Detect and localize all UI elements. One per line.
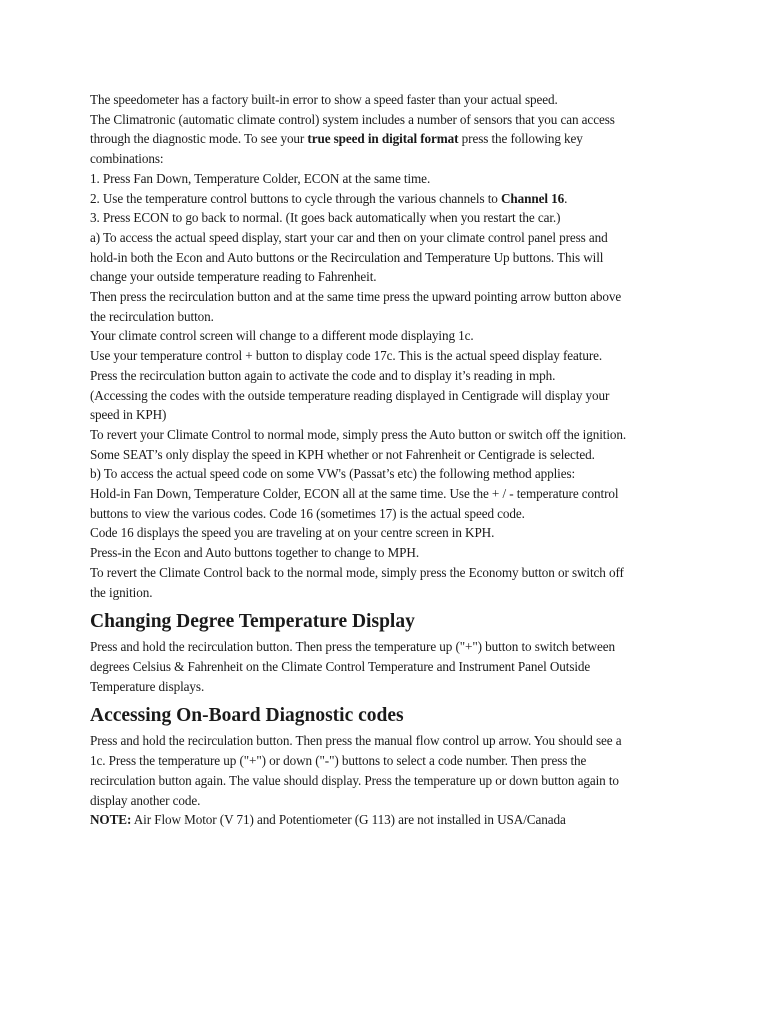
step-1: 1. Press Fan Down, Temperature Colder, ECON at the same time. — [90, 170, 431, 186]
climatronic-paragraph — [90, 110, 630, 169]
diagnostic-codes-heading: Accessing On-Board Diagnostic codes — [90, 705, 404, 727]
step-2-end: . — [564, 190, 568, 206]
step-2 — [90, 189, 630, 209]
method-b-paragraph: b) To access the actual speed code on some VW's (Passat’s etc) the following method applies: — [90, 466, 576, 482]
climatronic-text-end: press the following key combinations: — [90, 131, 583, 167]
method-b-mph-paragraph: Press-in the Econ and Auto buttons together to change to MPH. — [90, 545, 420, 561]
method-a-mode-paragraph: Your climate control screen will change to a different mode displaying 1c. — [90, 328, 474, 344]
temperature-display-heading: Changing Degree Temperature Display — [90, 611, 415, 633]
document-page — [90, 90, 630, 830]
method-a-revert-paragraph: To revert your Climate Control to normal mode, simply press the Auto button or switch off the ignition. — [90, 426, 627, 442]
note-paragraph — [90, 810, 630, 830]
note-text: Air Flow Motor (V 71) and Potentiometer (G 113) are not installed in USA/Canada — [131, 812, 566, 828]
intro-paragraph: The speedometer has a factory built-in error to show a speed faster than your actual speed. — [90, 92, 558, 107]
method-b-revert-paragraph: To revert the Climate Control back to the normal mode, simply press the Economy button or switch off the ignition. — [90, 564, 624, 600]
true-speed-bold: true speed in digital format — [307, 131, 459, 147]
method-b-code16-paragraph: Code 16 displays the speed you are traveling at on your centre screen in KPH. — [90, 525, 495, 541]
method-a-recirc-paragraph: Then press the recirculation button and at the same time press the upward pointing arrow button above the recirculation button. — [90, 289, 622, 324]
diagnostic-codes-paragraph: Press and hold the recirculation button. Then press the manual flow control up arrow. You should see a 1c. Press the temperature up ("+") or down ("-") buttons to select a code number. Then press the recirculation button again. The value should display. Press the temperature up or down button again to display another code. — [90, 733, 622, 808]
step-2-text: 2. Use the temperature control buttons to cycle through the various channels to — [90, 190, 501, 206]
method-a-code-paragraph: Use your temperature control + button to display code 17c. This is the actual speed display feature. — [90, 348, 603, 364]
method-a-kph-paragraph: (Accessing the codes with the outside temperature reading displayed in Centigrade will display your speed in KPH) — [90, 387, 610, 423]
channel-16-bold: Channel 16 — [500, 190, 565, 206]
note-label: NOTE: — [90, 812, 132, 828]
temperature-display-paragraph: Press and hold the recirculation button. Then press the temperature up ("+") button to switch between degrees Celsius & Fahrenheit on the Climate Control Temperature and Instrument Panel Outside Temperature displays. — [90, 639, 615, 694]
method-a-paragraph: a) To access the actual speed display, start your car and then on your climate control panel press and hold-in both the Econ and Auto buttons or the Recirculation and Temperature Up buttons. This will change your outside temperature reading to Fahrenheit. — [90, 229, 608, 285]
method-a-seat-paragraph: Some SEAT’s only display the speed in KPH whether or not Fahrenheit or Centigrade is selected. — [90, 446, 595, 462]
method-b-hold-paragraph: Hold-in Fan Down, Temperature Colder, ECON all at the same time. Use the + / - temperature control buttons to view the various codes. Code 16 (sometimes 17) is the actual speed code. — [90, 486, 619, 521]
method-a-mph-paragraph: Press the recirculation button again to activate the code and to display it’s reading in mph. — [90, 367, 556, 383]
step-3: 3. Press ECON to go back to normal. (It goes back automatically when you restart the car.) — [90, 210, 561, 226]
climatronic-text: The Climatronic (automatic climate control) system includes a number of sensors that you can access through the diagnostic mode. To see your — [90, 111, 615, 147]
